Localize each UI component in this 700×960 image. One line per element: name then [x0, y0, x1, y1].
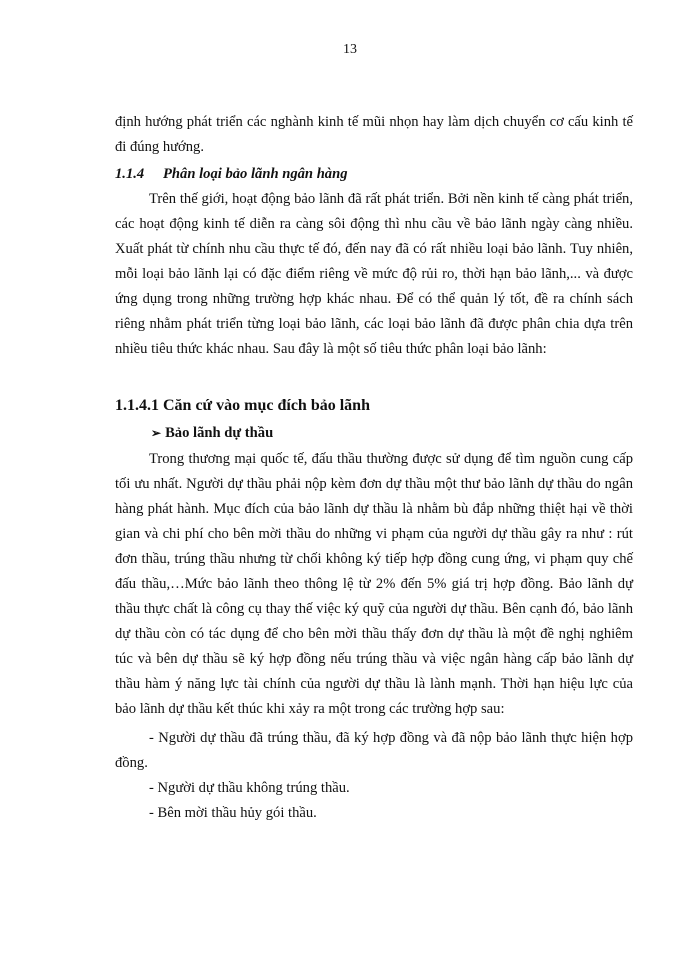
- section-1-1-4-1: [115, 392, 633, 826]
- subsection-heading: 1.1.4.1 Căn cứ vào mục đích bảo lãnh: [115, 397, 370, 414]
- arrow-bullet-icon: ➢: [151, 426, 162, 440]
- list-item: - Người dự thầu không trúng thầu.: [149, 780, 350, 796]
- list-item: - Người dự thầu đã trúng thầu, đã ký hợp đồng và đã nộp bảo lãnh thực hiện hợp đồng.: [115, 730, 633, 771]
- subsection-item-heading: [151, 420, 633, 447]
- section-number: 1.1.4: [115, 166, 145, 182]
- intro-paragraph: [115, 110, 633, 160]
- subsection-item-title: Bảo lãnh dự thầu: [165, 425, 274, 441]
- section-1-1-4: [115, 162, 633, 362]
- section-heading: [115, 162, 633, 187]
- section-title: Phân loại bảo lãnh ngân hàng: [163, 166, 348, 182]
- list-item: - Bên mời thầu hủy gói thầu.: [149, 805, 317, 821]
- intro-text: định hướng phát triển các nghành kinh tế mũi nhọn hay làm dịch chuyển cơ cấu kinh tế đi đúng hướng.: [115, 114, 633, 155]
- page-number: 13: [343, 42, 357, 57]
- subsection-body: Trong thương mại quốc tế, đấu thầu thường được sử dụng để tìm nguồn cung cấp tối ưu nhất. Người dự thầu phải nộp kèm đơn dự thầu một thư bảo lãnh dự thầu do ngân hàng phát hành. Mục đích của bảo lãnh dự thầu là nhằm bù đắp những thiệt hại về thời gian và chi phí cho bên mời thầu do những vi phạm của người dự thầu gây ra như : rút đơn thầu, trúng thầu nhưng từ chối không ký tiếp hợp đồng cung ứng, vi phạm quy chế đấu thầu,…Mức bảo lãnh theo thông lệ từ 2% đến 5% giá trị hợp đồng. Bảo lãnh dự thầu thực chất là công cụ thay thế việc ký quỹ của người dự thầu. Bên cạnh đó, bảo lãnh dự thầu còn có tác dụng để cho bên mời thầu thấy đơn dự thầu là một đề nghị nghiêm túc và bên dự thầu sẽ ký hợp đồng nếu trúng thầu và việc ngân hàng cấp bảo lãnh dự thầu hàm ý năng lực tài chính của người dự thầu là lành mạnh. Thời hạn hiệu lực của bảo lãnh dự thầu kết thúc khi xảy ra một trong các trường hợp sau:: [115, 451, 633, 717]
- section-body: Trên thế giới, hoạt động bảo lãnh đã rất phát triển. Bởi nền kinh tế càng phát triển, các hoạt động kinh tế diễn ra càng sôi động thì nhu cầu về bảo lãnh ngày càng nhiều. Xuất phát từ chính nhu cầu thực tế đó, đến nay đã có rất nhiều loại bảo lãnh. Tuy nhiên, mỗi loại bảo lãnh lại có đặc điểm riêng về mức độ rủi ro, thời hạn bảo lãnh,... và được ứng dụng trong những trường hợp khác nhau. Để có thể quản lý tốt, đề ra chính sách riêng nhằm phát triển từng loại bảo lãnh, các loại bảo lãnh đã được phân chia dựa trên nhiều tiêu thức khác nhau. Sau đây là một số tiêu thức phân loại bảo lãnh:: [115, 191, 633, 357]
